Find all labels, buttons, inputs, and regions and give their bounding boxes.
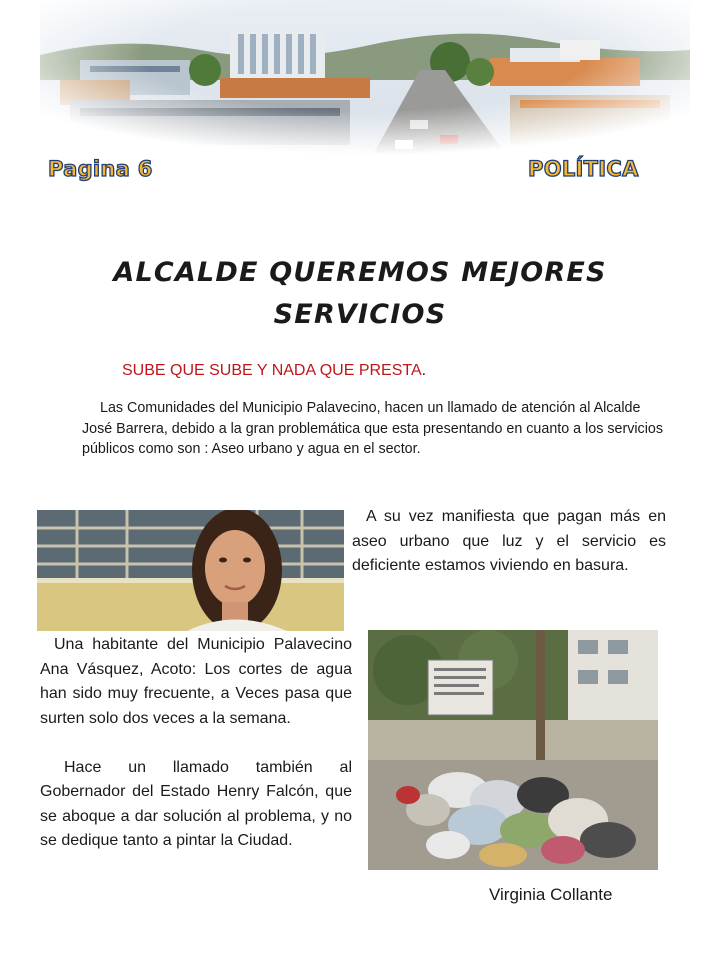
page-number-label: Pagina 6 [48, 157, 153, 181]
left-paragraph-2: Hace un llamado también al Gobernador del Estado Henry Falcón, que se aboque a dar solución al problema, y no se dedique tanto a pintar la Ciudad. [40, 758, 352, 849]
subheadline-text: SUBE QUE SUBE Y NADA QUE PRESTA [122, 362, 422, 379]
article-column-left [40, 633, 352, 854]
article-headline: ALCALDE QUEREMOS MEJORES SERVICIOS [113, 257, 607, 330]
subheadline-period: . [421, 362, 427, 379]
garbage-pile-photo [368, 630, 658, 870]
article-column-right [352, 505, 666, 579]
intro-paragraph: Las Comunidades del Municipio Palavecino, hacen un llamado de atención al Alcalde José Barrera, debido a la gran problemática que esta presentando en cuanto a los servicios públicos como son : Aseo urbano y agua en el sector. [82, 400, 663, 457]
right-paragraph: A su vez manifiesta que pagan más en aseo urbano que luz y el servicio es deficiente estamos viviendo en basura. [352, 508, 666, 574]
article-intro [82, 398, 672, 460]
author-credit: Virginia Collante [489, 885, 613, 904]
article-subheadline [122, 362, 426, 380]
section-label: POLÍTICA [528, 157, 639, 181]
header-banner-photo [40, 0, 690, 160]
woman-portrait-photo [37, 510, 344, 631]
left-paragraph-1: Una habitante del Municipio Palavecino Ana Vásquez, Acoto: Los cortes de agua han sido muy frecuente, a Veces pasa que surten solo dos veces a la semana. [40, 636, 352, 727]
